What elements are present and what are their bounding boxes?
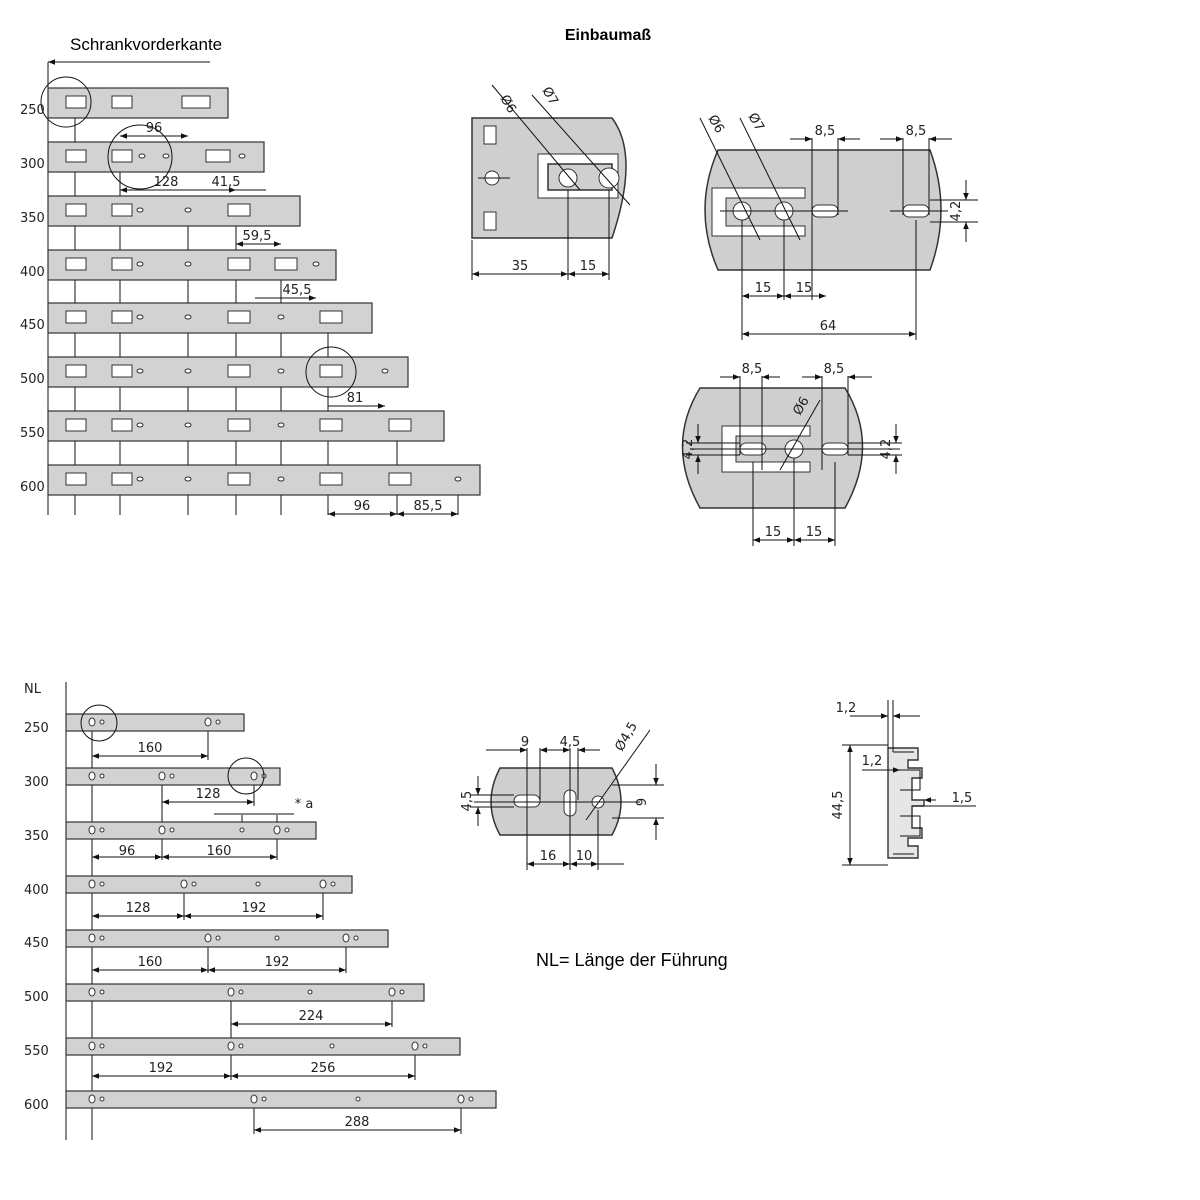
dim-label: 4,5 — [559, 735, 581, 750]
dim-label: 288 — [344, 1115, 370, 1130]
dim-label: 160 — [206, 844, 232, 859]
dim-label: 96 — [353, 499, 371, 514]
dim-label: 4,5 — [460, 790, 475, 812]
dim-label: 8,5 — [741, 362, 763, 377]
dim-label: * a — [294, 797, 314, 812]
dim-label: 15 — [795, 281, 813, 296]
dim-label: 256 — [310, 1061, 336, 1076]
dim-label: 1,2 — [835, 701, 857, 716]
bottom-length-label: 400 — [24, 883, 49, 898]
dim-label: 41,5 — [211, 175, 241, 190]
dim-label: 81 — [346, 391, 364, 406]
dim-label: 128 — [125, 901, 151, 916]
dim-label: 44,5 — [831, 790, 846, 820]
nl-label: NL — [24, 682, 41, 697]
diameter-label: Ø6 — [790, 394, 813, 418]
dim-label: 4,2 — [879, 438, 894, 460]
dim-label: 8,5 — [905, 124, 927, 139]
diameter-label: Ø7 — [538, 84, 561, 109]
bottom-length-label: 550 — [24, 1044, 49, 1059]
dim-label: 128 — [153, 175, 179, 190]
drawing-title: Einbaumaß — [564, 27, 652, 44]
dim-label: 64 — [819, 319, 837, 334]
dim-label: 160 — [137, 955, 163, 970]
dim-label: 15 — [754, 281, 772, 296]
detail-c-plate — [681, 362, 902, 546]
top-length-label: 600 — [20, 480, 45, 495]
dim-label: 45,5 — [282, 283, 312, 298]
dim-label: 96 — [145, 121, 163, 136]
dim-label: 1,2 — [861, 754, 883, 769]
front-edge-label: Schrankvorderkante — [70, 35, 223, 54]
top-length-label: 400 — [20, 265, 45, 280]
dim-label: 8,5 — [823, 362, 845, 377]
bottom-length-label: 600 — [24, 1098, 49, 1113]
top-rail-table — [20, 77, 480, 515]
dim-label: 15 — [805, 525, 823, 540]
dim-label: 224 — [298, 1009, 324, 1024]
bottom-length-label: 300 — [24, 775, 49, 790]
top-length-label: 500 — [20, 372, 45, 387]
dim-label: 96 — [118, 844, 136, 859]
bottom-length-label: 350 — [24, 829, 49, 844]
top-length-label: 450 — [20, 318, 45, 333]
diameter-label: Ø7 — [744, 110, 767, 135]
dim-label: 10 — [575, 849, 593, 864]
dim-label: 8,5 — [814, 124, 836, 139]
dim-label: 85,5 — [413, 499, 443, 514]
dim-label: 192 — [264, 955, 290, 970]
diameter-label: Ø6 — [704, 112, 727, 137]
dim-label: 128 — [195, 787, 221, 802]
dim-label: 4,2 — [949, 200, 964, 222]
bottom-length-label: 500 — [24, 990, 49, 1005]
dim-label: 192 — [148, 1061, 174, 1076]
rail-profile-section — [831, 700, 976, 865]
dim-label: 15 — [579, 259, 597, 274]
dim-label: 9 — [520, 735, 530, 750]
dim-label: 160 — [137, 741, 163, 756]
top-length-label: 250 — [20, 103, 45, 118]
dim-label: 15 — [764, 525, 782, 540]
detail-a-bracket — [472, 85, 630, 281]
top-length-label: 350 — [20, 211, 45, 226]
diameter-label: Ø6 — [496, 92, 519, 117]
dim-label: 4,2 — [681, 438, 696, 460]
bottom-length-label: 250 — [24, 721, 49, 736]
dim-label: 16 — [539, 849, 557, 864]
dim-label: 35 — [511, 259, 529, 274]
diameter-label: Ø4,5 — [612, 719, 641, 754]
dim-label: 9 — [635, 797, 650, 807]
bottom-length-label: 450 — [24, 936, 49, 951]
detail-b-plate — [700, 111, 978, 341]
bottom-rail-table — [24, 682, 496, 1140]
top-length-label: 300 — [20, 157, 45, 172]
legend-text: NL= Länge der Führung — [536, 950, 728, 970]
dim-label: 1,5 — [951, 791, 973, 806]
dim-label: 192 — [241, 901, 267, 916]
detail-d-plate — [460, 720, 664, 870]
top-length-label: 550 — [20, 426, 45, 441]
dim-label: 59,5 — [242, 229, 272, 244]
